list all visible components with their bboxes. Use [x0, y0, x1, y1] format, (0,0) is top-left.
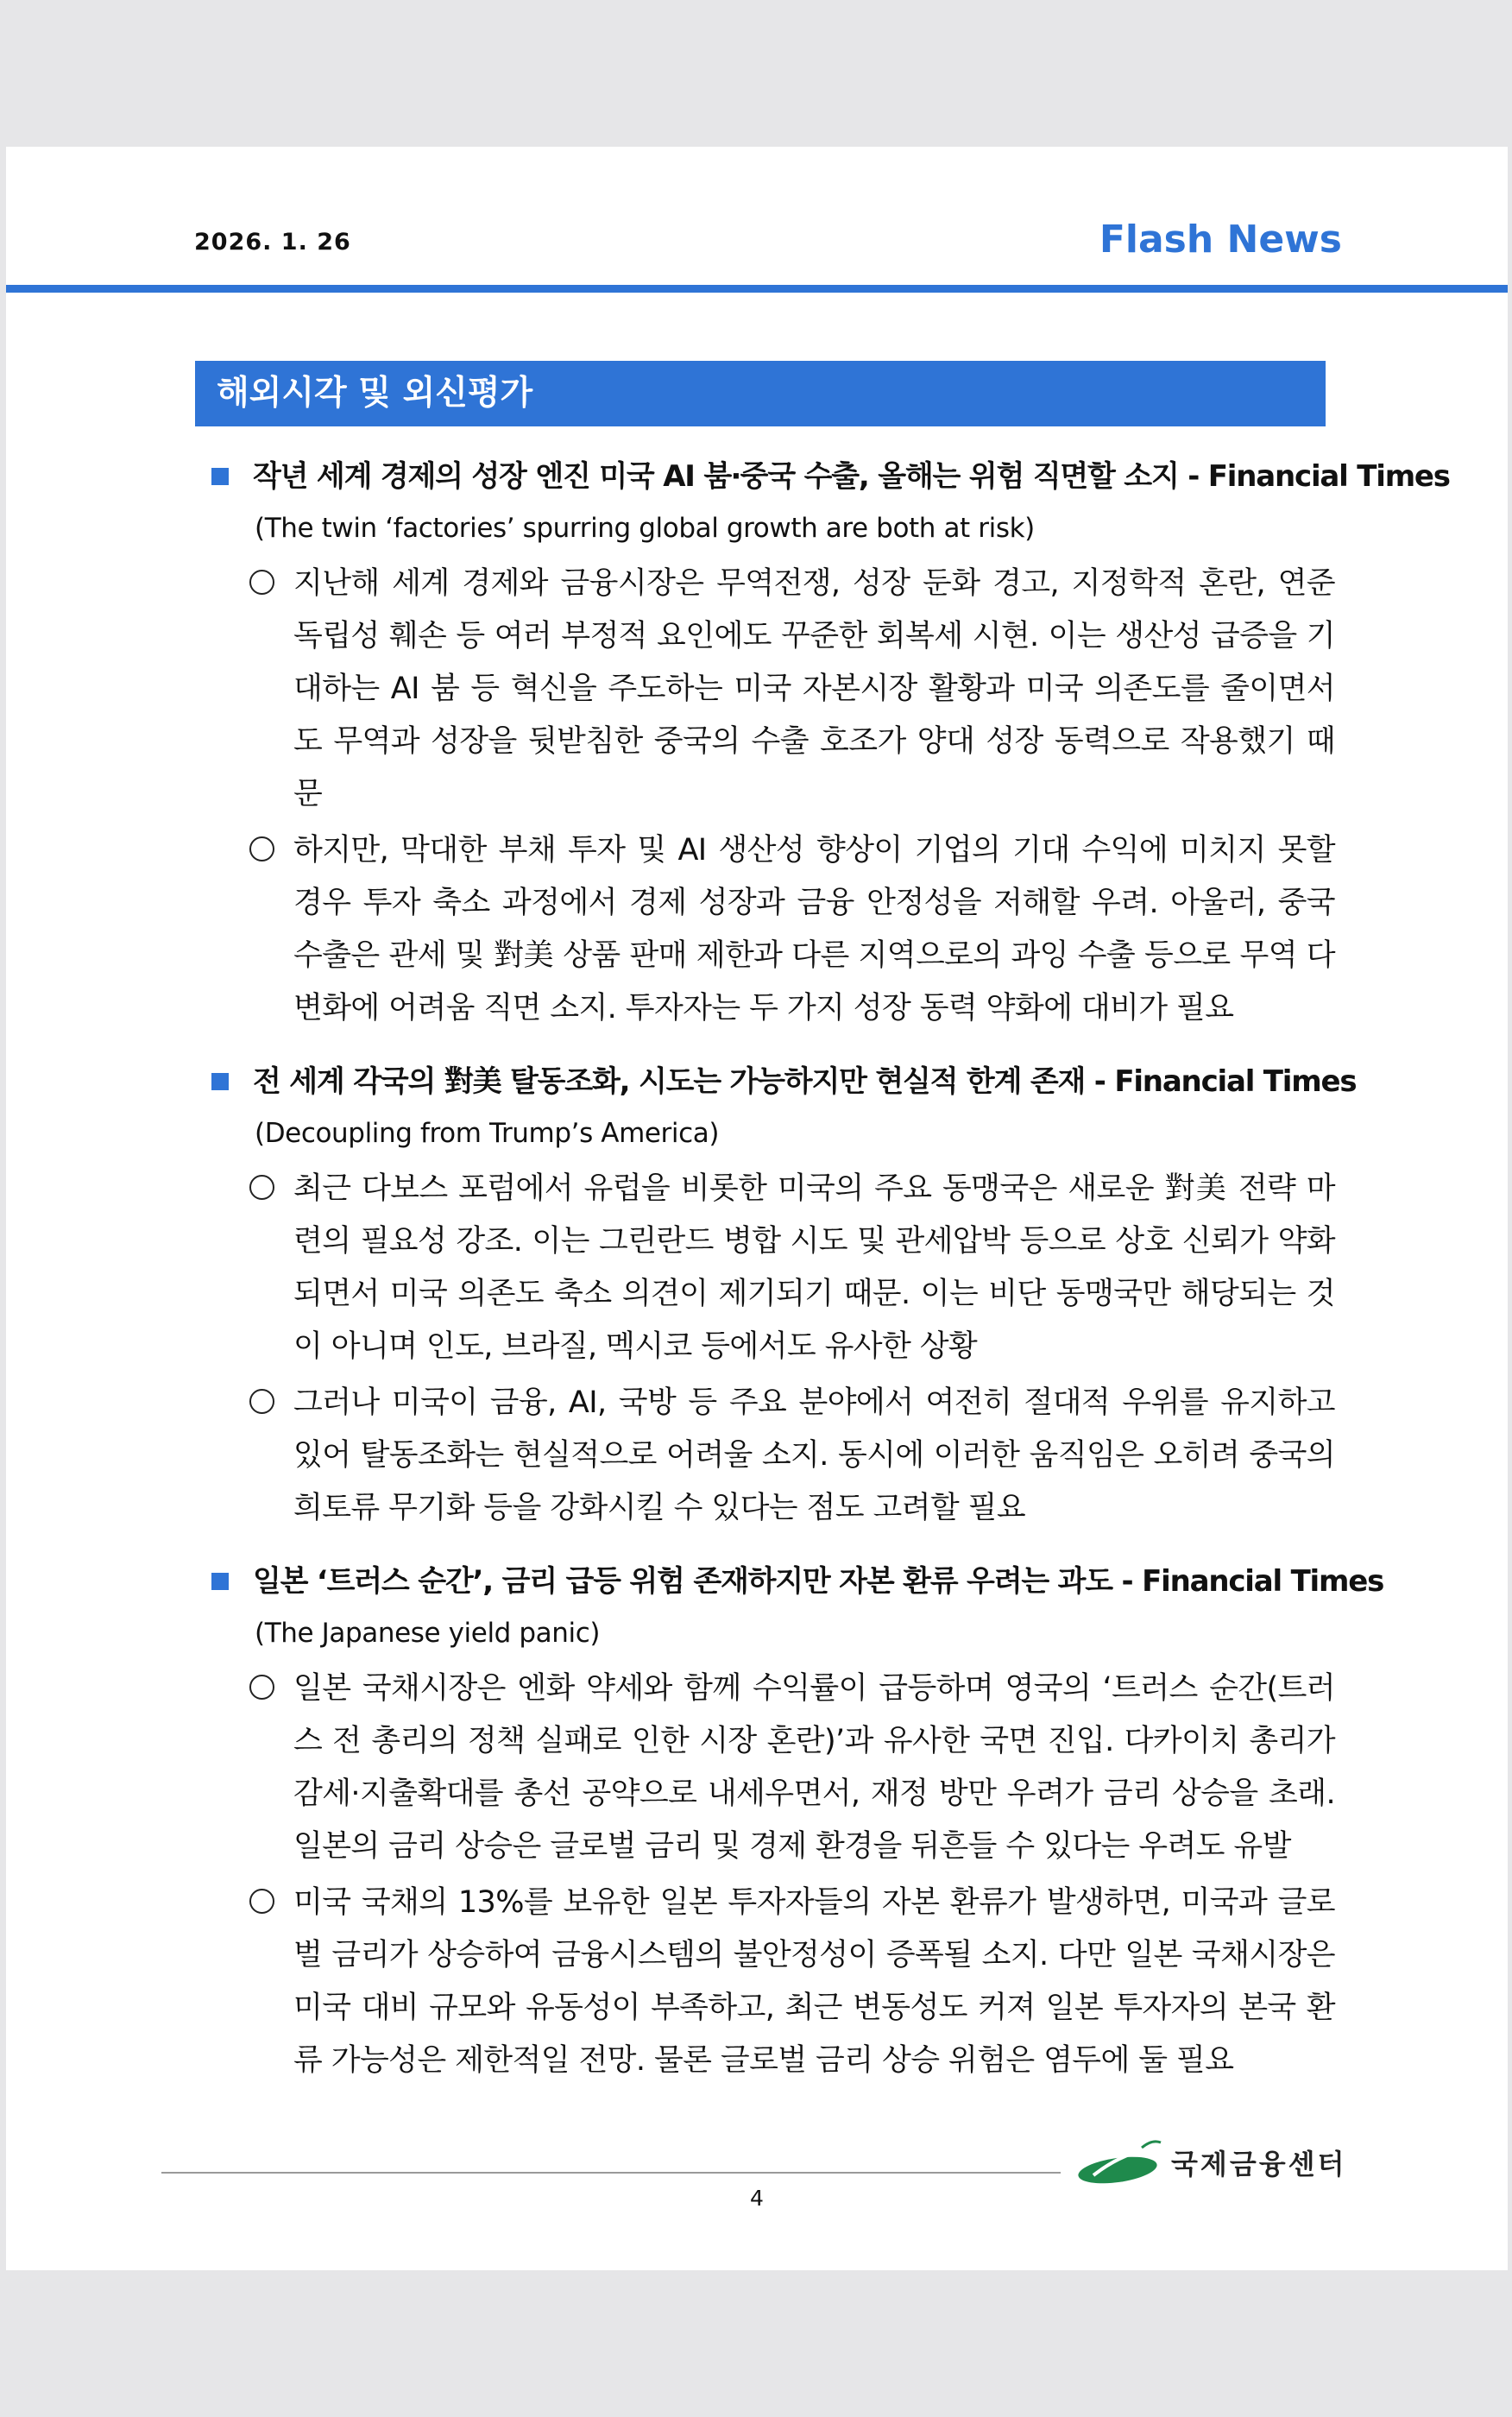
flash-news-title: Flash News: [1099, 218, 1342, 262]
topic-subtitle: (The Japanese yield panic): [255, 1618, 601, 1649]
bullet-text: 그러나 미국이 금융, AI, 국방 등 주요 분야에서 여전히 절대적 우위를 유지하고 있어 탈동조화는 현실적으로 어려울 소지. 동시에 이러한 움직임은 오히려 중국의 희토류 무기화 등을 강화시킬 수 있다는 점도 고려할 필요: [293, 1385, 1335, 1525]
headline-text: 일본 ‘트러스 순간’, 금리 급등 위험 존재하지만 자본 환류 우려는 과도 - Financial Times: [253, 1564, 1384, 1599]
bullet-paragraph: [205, 1163, 1335, 1373]
kcif-leaf-icon: [1076, 2137, 1162, 2187]
bullet-paragraph: [205, 1663, 1335, 1873]
bullet-paragraph: [205, 824, 1335, 1035]
circle-bullet-icon: [249, 1389, 274, 1414]
topic-3: [205, 1556, 1384, 2087]
circle-bullet-icon: [249, 836, 274, 861]
circle-bullet-icon: [249, 1889, 274, 1914]
topic-subtitle: (Decoupling from Trump’s America): [255, 1118, 720, 1149]
square-bullet-icon: [211, 468, 229, 485]
topic-subtitle: (The twin ‘factories’ spurring global growth are both at risk): [255, 513, 1035, 544]
document-page: [6, 147, 1508, 2270]
report-date: 2026. 1. 26: [194, 229, 351, 256]
page-number: 4: [750, 2186, 764, 2211]
bullet-text: 최근 다보스 포럼에서 유럽을 비롯한 미국의 주요 동맹국은 새로운 對美 전략 마련의 필요성 강조. 이는 그린란드 병합 시도 및 관세압박 등으로 상호 신뢰가 약화되면서 미국 의존도 축소 의견이 제기되기 때문. 이는 비단 동맹국만 해당되는 것이 아니며 인도, 브라질, 멕시코 등에서도 유사한 상황: [293, 1171, 1335, 1364]
logo-text: 국제금융센터: [1171, 2148, 1347, 2180]
bullet-text: 하지만, 막대한 부채 투자 및 AI 생산성 향상이 기업의 기대 수익에 미치지 못할 경우 투자 축소 과정에서 경제 성장과 금융 안정성을 저해할 우려. 아울러, 중국 수출은 관세 및 對美 상품 판매 제한과 다른 지역으로의 과잉 수출 등으로 무역 다변화에 어려움 직면 소지. 투자자는 두 가지 성장 동력 약화에 대비가 필요: [293, 833, 1335, 1025]
topic-1: [205, 451, 1450, 1035]
circle-bullet-icon: [249, 1175, 274, 1200]
topic-headline: [205, 451, 1450, 502]
bullet-paragraph: [205, 558, 1335, 821]
topic-headline: [205, 1056, 1357, 1108]
bullet-text: 일본 국채시장은 엔화 약세와 함께 수익률이 급등하며 영국의 ‘트러스 순간(트러스 전 총리의 정책 실패로 인한 시장 혼란)’과 유사한 국면 진입. 다카이치 총리가 감세·지출확대를 총선 공약으로 내세우면서, 재정 방만 우려가 금리 상승을 초래. 일본의 금리 상승은 글로벌 금리 및 경제 환경을 뒤흔들 수 있다는 우려도 유발: [293, 1671, 1335, 1864]
circle-bullet-icon: [249, 1675, 274, 1700]
bullet-paragraph: [205, 1877, 1335, 2087]
headline-text: 작년 세계 경제의 성장 엔진 미국 AI 붐‧중국 수출, 올해는 위험 직면할 소지 - Financial Times: [253, 459, 1450, 494]
header-rule: [6, 285, 1508, 293]
headline-text: 전 세계 각국의 對美 탈동조화, 시도는 가능하지만 현실적 한계 존재 - Financial Times: [253, 1064, 1357, 1099]
bullet-text: 지난해 세계 경제와 금융시장은 무역전쟁, 성장 둔화 경고, 지정학적 혼란, 연준 독립성 훼손 등 여러 부정적 요인에도 꾸준한 회복세 시현. 이는 생산성 급증을 기대하는 AI 붐 등 혁신을 주도하는 미국 자본시장 활황과 미국 의존도를 줄이면서도 무역과 성장을 뒷받침한 중국의 수출 호조가 양대 성장 동력으로 작용했기 때문: [293, 566, 1335, 811]
circle-bullet-icon: [249, 570, 274, 595]
square-bullet-icon: [211, 1573, 229, 1590]
bullet-text: 미국 국채의 13%를 보유한 일본 투자자들의 자본 환류가 발생하면, 미국과 글로벌 금리가 상승하여 금융시스템의 불안정성이 증폭될 소지. 다만 일본 국채시장은 미국 대비 규모와 유동성이 부족하고, 최근 변동성도 커져 일본 투자자의 본국 환류 가능성은 제한적일 전망. 물론 글로벌 금리 상승 위험은 염두에 둘 필요: [293, 1885, 1335, 2078]
bullet-paragraph: [205, 1377, 1335, 1535]
topic-headline: [205, 1556, 1384, 1607]
section-title: 해외시각 및 외신평가: [195, 361, 1326, 426]
kcif-logo: [1076, 2137, 1346, 2187]
content: [205, 451, 1450, 2087]
footer-rule: [161, 2172, 1061, 2174]
square-bullet-icon: [211, 1073, 229, 1090]
topic-2: [205, 1056, 1357, 1535]
